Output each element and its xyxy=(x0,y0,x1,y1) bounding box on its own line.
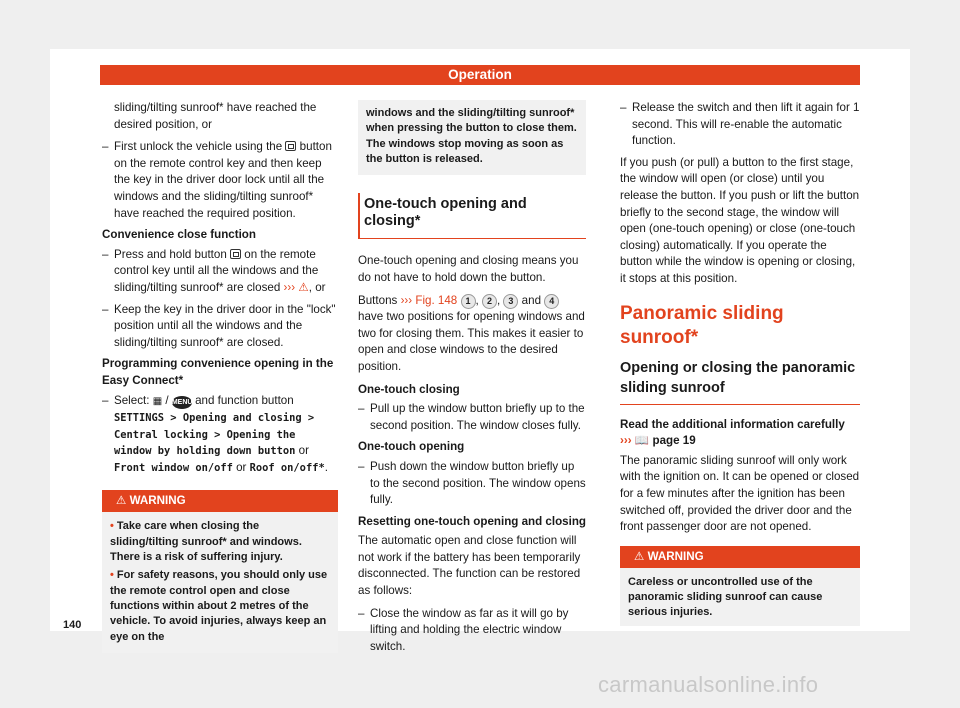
apps-grid-icon: ▦ xyxy=(152,395,163,407)
opening-heading: One-touch opening xyxy=(358,440,465,454)
warning-box-2 xyxy=(620,546,860,626)
step-keep-key: – Keep the key in the driver door in the "lock" position until all the windows and the sliding/tilting sunroof* are closed. xyxy=(102,302,338,352)
lock-key-icon xyxy=(230,249,241,259)
step-unlock-text-a: First unlock the vehicle using the xyxy=(114,140,283,154)
select-or: or xyxy=(298,444,309,458)
buttons-paragraph xyxy=(358,293,586,376)
callout-3: 3 xyxy=(503,294,518,309)
press-hold-text-a: Press and hold button xyxy=(114,247,227,261)
convenience-heading: Convenience close function xyxy=(102,228,256,242)
opening-step: – Push down the window button briefly up to the second position. The window opens fully. xyxy=(358,459,586,509)
reset-heading: Resetting one-touch opening and closing xyxy=(358,514,587,528)
fig-link[interactable]: ››› Fig. 148 xyxy=(400,293,458,307)
callout-2: 2 xyxy=(482,294,497,309)
stage-paragraph: If you push (or pull) a button to the first stage, the window will open (or close) until you release the button. If you push or lift the button briefly to the second stage, the window will open (one-touch opening) or close (one-touch closing) automatically. If you operate the button while the window is opening or closing, it stops at this position. xyxy=(620,155,860,285)
buttons-text-a: Buttons xyxy=(358,293,398,307)
closing-heading: One-touch closing xyxy=(358,382,460,396)
column-2 xyxy=(358,100,586,660)
read-info xyxy=(620,417,860,450)
section-title-one-touch: One-touch opening and closing* xyxy=(358,193,586,239)
sep-2: , xyxy=(496,293,501,307)
warning-icon-2: ⚠ xyxy=(634,549,648,563)
select-text-a: Select: xyxy=(114,393,150,407)
book-icon: 📖 xyxy=(634,434,650,448)
warning-bullet-1-text: Take care when closing the sliding/tilting sunroof* and windows. There is a risk of suffering injury. xyxy=(110,520,302,564)
select-end: . xyxy=(324,460,328,474)
and-text: and xyxy=(521,293,542,307)
column-1 xyxy=(102,100,338,653)
select-slash: / xyxy=(165,393,169,407)
callout-1: 1 xyxy=(461,294,476,309)
reset-step: – Close the window as far as it will go by lifting and holding the electric window switch. xyxy=(358,606,586,656)
read-link-page[interactable]: page 19 xyxy=(652,434,696,448)
callout-4: 4 xyxy=(544,294,559,309)
select-or-2: or xyxy=(236,460,247,474)
press-hold-text-b: on the remote control key until all the windows and the sliding/tilting sunroof* are closed xyxy=(114,247,319,294)
warning-body-1 xyxy=(102,512,338,652)
warning-header-1 xyxy=(102,490,338,512)
warning-title-1: WARNING xyxy=(129,494,186,508)
step-unlock-text-b: button on the remote control key and then keep the key in the driver door lock until all the windows and the sliding/tilting sunroof* have reached the required position. xyxy=(114,140,332,220)
panoramic-title: Panoramic sliding sunroof* xyxy=(620,302,784,348)
press-hold-text-c: , or xyxy=(308,280,326,294)
warning-bullet-2: • For safety reasons, you should only use the remote control open and close functions within about 2 metres of the vehicle. To avoid injuries, always keep an eye on the xyxy=(110,569,328,643)
page-header xyxy=(100,65,860,85)
warning-triangle-icon: ⚠ xyxy=(298,280,309,294)
read-link-arrow[interactable]: ››› xyxy=(620,434,632,448)
one-touch-intro: One-touch opening and closing means you do not have to hold down the button. xyxy=(358,254,579,284)
warning-bullet-1: • Take care when closing the sliding/tilting sunroof* and windows. There is a risk of suffering injury. xyxy=(110,520,302,564)
step-press-hold xyxy=(102,247,338,297)
roof-option: Roof on/off* xyxy=(249,461,325,474)
press-hold-arrow[interactable]: ››› xyxy=(283,280,296,294)
warning-box-1 xyxy=(102,490,338,652)
menu-icon: MENU xyxy=(172,396,192,409)
warning-title-2: WARNING xyxy=(647,549,704,563)
warning-body-2: Careless or uncontrolled use of the panoramic sliding sunroof can cause serious injuries. xyxy=(628,575,823,619)
header-title: Operation xyxy=(448,67,512,82)
warning-continuation-box: windows and the sliding/tilting sunroof* when pressing the button to close them. The windows stop moving as soon as the button is released. xyxy=(358,100,586,175)
intro-text: sliding/tilting sunroof* have reached the desired position, or xyxy=(114,101,317,131)
warning-header-2 xyxy=(620,546,860,568)
unlock-key-icon xyxy=(285,141,296,151)
read-heading: Read the additional information carefully xyxy=(620,417,845,431)
sunroof-paragraph: The panoramic sliding sunroof will only work with the ignition on. It can be opened or closed for a few minutes after the ignition has been switched off, provided the driver door and the front passenger door are not opened. xyxy=(620,453,860,534)
page-number: 140 xyxy=(63,619,82,631)
sep-1: , xyxy=(475,293,479,307)
settings-path: SETTINGS > Opening and closing > Central locking > Opening the window by holding down button xyxy=(114,412,315,458)
panoramic-subtitle: Opening or closing the panoramic sliding sunroof xyxy=(620,358,860,405)
select-text-b: and function button xyxy=(195,393,294,407)
front-window-option: Front window on/off xyxy=(114,461,233,474)
warning-icon: ⚠ xyxy=(116,494,130,508)
release-step: – Release the switch and then lift it again for 1 second. This will re-enable the automatic function. xyxy=(620,100,860,150)
step-select xyxy=(102,393,338,477)
reset-paragraph: The automatic open and close function will not work if the battery has been temporarily disconnected. The function can be restored as follows: xyxy=(358,534,581,598)
step-unlock xyxy=(102,139,338,222)
watermark: carmanualsonline.info xyxy=(598,672,819,697)
column-3 xyxy=(620,100,860,626)
closing-step: – Pull up the window button briefly up to the second position. The window closes fully. xyxy=(358,401,586,434)
buttons-text-b: have two positions for opening windows and two for closing them. This makes it easier to open and close windows to the desired position. xyxy=(358,310,585,373)
programming-heading: Programming convenience opening in the Easy Connect* xyxy=(102,357,334,387)
warning-bullet-2-text: For safety reasons, you should only use the remote control open and close functions within about 2 metres of the vehicle. To avoid injuries, always keep an eye on the xyxy=(110,569,328,643)
